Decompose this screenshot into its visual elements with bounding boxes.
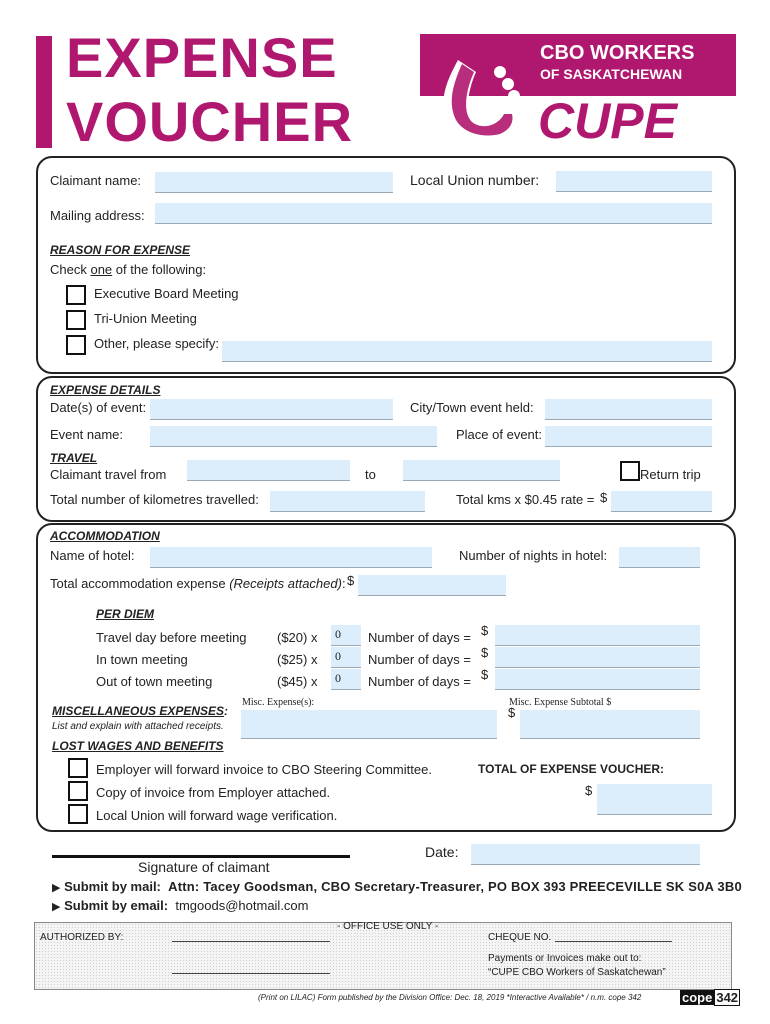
local-union-field[interactable] (556, 171, 712, 192)
lost-wages-heading: LOST WAGES AND BENEFITS (52, 739, 224, 753)
event-name-label: Event name: (50, 427, 123, 442)
wage-verification-label: Local Union will forward wage verification. (96, 808, 338, 823)
per-diem-amount-field[interactable] (495, 647, 700, 668)
per-diem-currency: $ (481, 667, 489, 682)
kilometres-field[interactable] (270, 491, 425, 512)
invoice-copy-label: Copy of invoice from Employer attached. (96, 785, 331, 800)
local-union-label: Local Union number: (410, 172, 540, 188)
per-diem-amount-field[interactable] (495, 625, 700, 646)
brand-line2: OF SASKATCHEWAN (540, 66, 683, 82)
employer-invoice-label: Employer will forward invoice to CBO Steering Committee. (96, 762, 432, 777)
km-rate-field[interactable] (611, 491, 712, 512)
per-diem-days-field[interactable]: 0 (331, 669, 361, 690)
km-rate-currency: $ (600, 490, 608, 505)
reason-heading: REASON FOR EXPENSE (50, 243, 191, 257)
per-diem-heading: PER DIEM (96, 607, 155, 621)
signature-line (52, 855, 350, 858)
misc-expense-label: Misc. Expense(s): (242, 697, 315, 708)
event-dates-field[interactable] (150, 399, 393, 420)
claimant-name-field[interactable] (155, 172, 393, 193)
misc-note: List and explain with attached receipts. (52, 721, 224, 732)
executive-board-label: Executive Board Meeting (94, 286, 239, 301)
per-diem-days-label: Number of days = (368, 674, 471, 689)
per-diem-days-field[interactable]: 0 (331, 647, 361, 668)
hotel-name-label: Name of hotel: (50, 548, 135, 563)
brand-line1: CBO WORKERS (540, 42, 695, 64)
authorized-label: AUTHORIZED BY: (40, 932, 124, 943)
authorized-line[interactable] (172, 941, 330, 942)
city-label: City/Town event held: (410, 400, 534, 415)
travel-heading: TRAVEL (50, 451, 98, 465)
kilometres-label: Total number of kilometres travelled: (50, 492, 259, 507)
cheque-line[interactable] (555, 941, 672, 942)
payable-line1: Payments or Invoices make out to: (488, 953, 642, 964)
per-diem-days-label: Number of days = (368, 652, 471, 667)
per-diem-row-label: Travel day before meeting (96, 630, 247, 645)
per-diem-row-label: In town meeting (96, 652, 188, 667)
city-field[interactable] (545, 399, 712, 420)
tri-union-checkbox[interactable] (66, 310, 86, 330)
other-reason-field[interactable] (222, 341, 712, 362)
travel-to-field[interactable] (403, 460, 560, 481)
misc-heading: MISCELLANEOUS EXPENSES: (52, 704, 229, 718)
nights-label: Number of nights in hotel: (459, 548, 608, 563)
play-icon: ▶ (52, 882, 61, 894)
date-label: Date: (425, 844, 459, 860)
office-use-heading: - OFFICE USE ONLY - (337, 921, 439, 932)
claimant-name-label: Claimant name: (50, 173, 142, 188)
misc-subtotal-field[interactable] (520, 710, 700, 739)
other-reason-label: Other, please specify: (94, 336, 220, 351)
invoice-copy-checkbox[interactable] (68, 781, 88, 801)
per-diem-row-label: Out of town meeting (96, 674, 213, 689)
event-name-field[interactable] (150, 426, 437, 447)
reason-instruction: Check one of the following: (50, 262, 207, 277)
date-field[interactable] (471, 844, 700, 865)
voucher-total-field[interactable] (597, 784, 712, 815)
page-title-line2: VOUCHER (66, 90, 354, 153)
event-dates-label: Date(s) of event: (50, 400, 147, 415)
travel-to-label: to (365, 467, 376, 482)
payable-line2: “CUPE CBO Workers of Saskatchewan” (488, 967, 666, 978)
hotel-name-field[interactable] (150, 547, 432, 568)
signature-label: Signature of claimant (138, 859, 270, 875)
misc-subtotal-label: Misc. Expense Subtotal $ (509, 697, 612, 708)
travel-from-field[interactable] (187, 460, 350, 481)
brand-cupe: CUPE (538, 93, 677, 149)
return-trip-label: Return trip (640, 467, 701, 482)
page-title-line1: EXPENSE (66, 26, 338, 89)
travel-from-label: Claimant travel from (50, 467, 167, 482)
per-diem-amount-field[interactable] (495, 669, 700, 690)
per-diem-currency: $ (481, 623, 489, 638)
submit-mail-line: ▶ Submit by mail: Attn: Tacey Goodsman, CBO Secretary-Treasurer, PO BOX 393 PREECEVILLE SK S0A 3B0 (52, 879, 742, 894)
employer-invoice-checkbox[interactable] (68, 758, 88, 778)
per-diem-row-rate: ($25) x (277, 652, 318, 667)
per-diem-row-rate: ($45) x (277, 674, 318, 689)
per-diem-currency: $ (481, 645, 489, 660)
per-diem-row-rate: ($20) x (277, 630, 318, 645)
handshake-icon (428, 42, 538, 150)
cope-logo: cope 342 (682, 990, 739, 1005)
title-accent-bar (36, 36, 52, 148)
mailing-address-label: Mailing address: (50, 208, 145, 223)
authorized-line-2[interactable] (172, 973, 330, 974)
place-field[interactable] (545, 426, 712, 447)
submit-email-line: ▶ Submit by email: tmgoods@hotmail.com (52, 898, 309, 913)
accommodation-currency: $ (347, 573, 355, 588)
voucher-total-label: TOTAL OF EXPENSE VOUCHER: (478, 762, 665, 776)
voucher-total-currency: $ (585, 783, 593, 798)
km-rate-label: Total kms x $0.45 rate = (456, 492, 595, 507)
cheque-label: CHEQUE NO. (488, 932, 552, 943)
mailing-address-field[interactable] (155, 203, 712, 224)
per-diem-days-label: Number of days = (368, 630, 471, 645)
misc-subtotal-currency: $ (508, 705, 516, 720)
footer-text: (Print on LILAC) Form published by the Division Office: Dec. 18, 2019 *Interactive Available* / n.m. cope 342 (258, 993, 642, 1002)
tri-union-label: Tri-Union Meeting (94, 311, 197, 326)
accommodation-total-field[interactable] (358, 575, 506, 596)
nights-field[interactable] (619, 547, 700, 568)
per-diem-days-field[interactable]: 0 (331, 625, 361, 646)
executive-board-checkbox[interactable] (66, 285, 86, 305)
return-trip-checkbox[interactable] (620, 461, 640, 481)
expense-details-heading: EXPENSE DETAILS (50, 383, 161, 397)
play-icon: ▶ (52, 901, 61, 913)
place-label: Place of event: (456, 427, 542, 442)
other-reason-checkbox[interactable] (66, 335, 86, 355)
brand-logo (420, 34, 736, 150)
accommodation-heading: ACCOMMODATION (50, 529, 160, 543)
accommodation-total-label: Total accommodation expense (Receipts attached): (50, 576, 346, 591)
wage-verification-checkbox[interactable] (68, 804, 88, 824)
misc-expense-field[interactable] (241, 710, 497, 739)
